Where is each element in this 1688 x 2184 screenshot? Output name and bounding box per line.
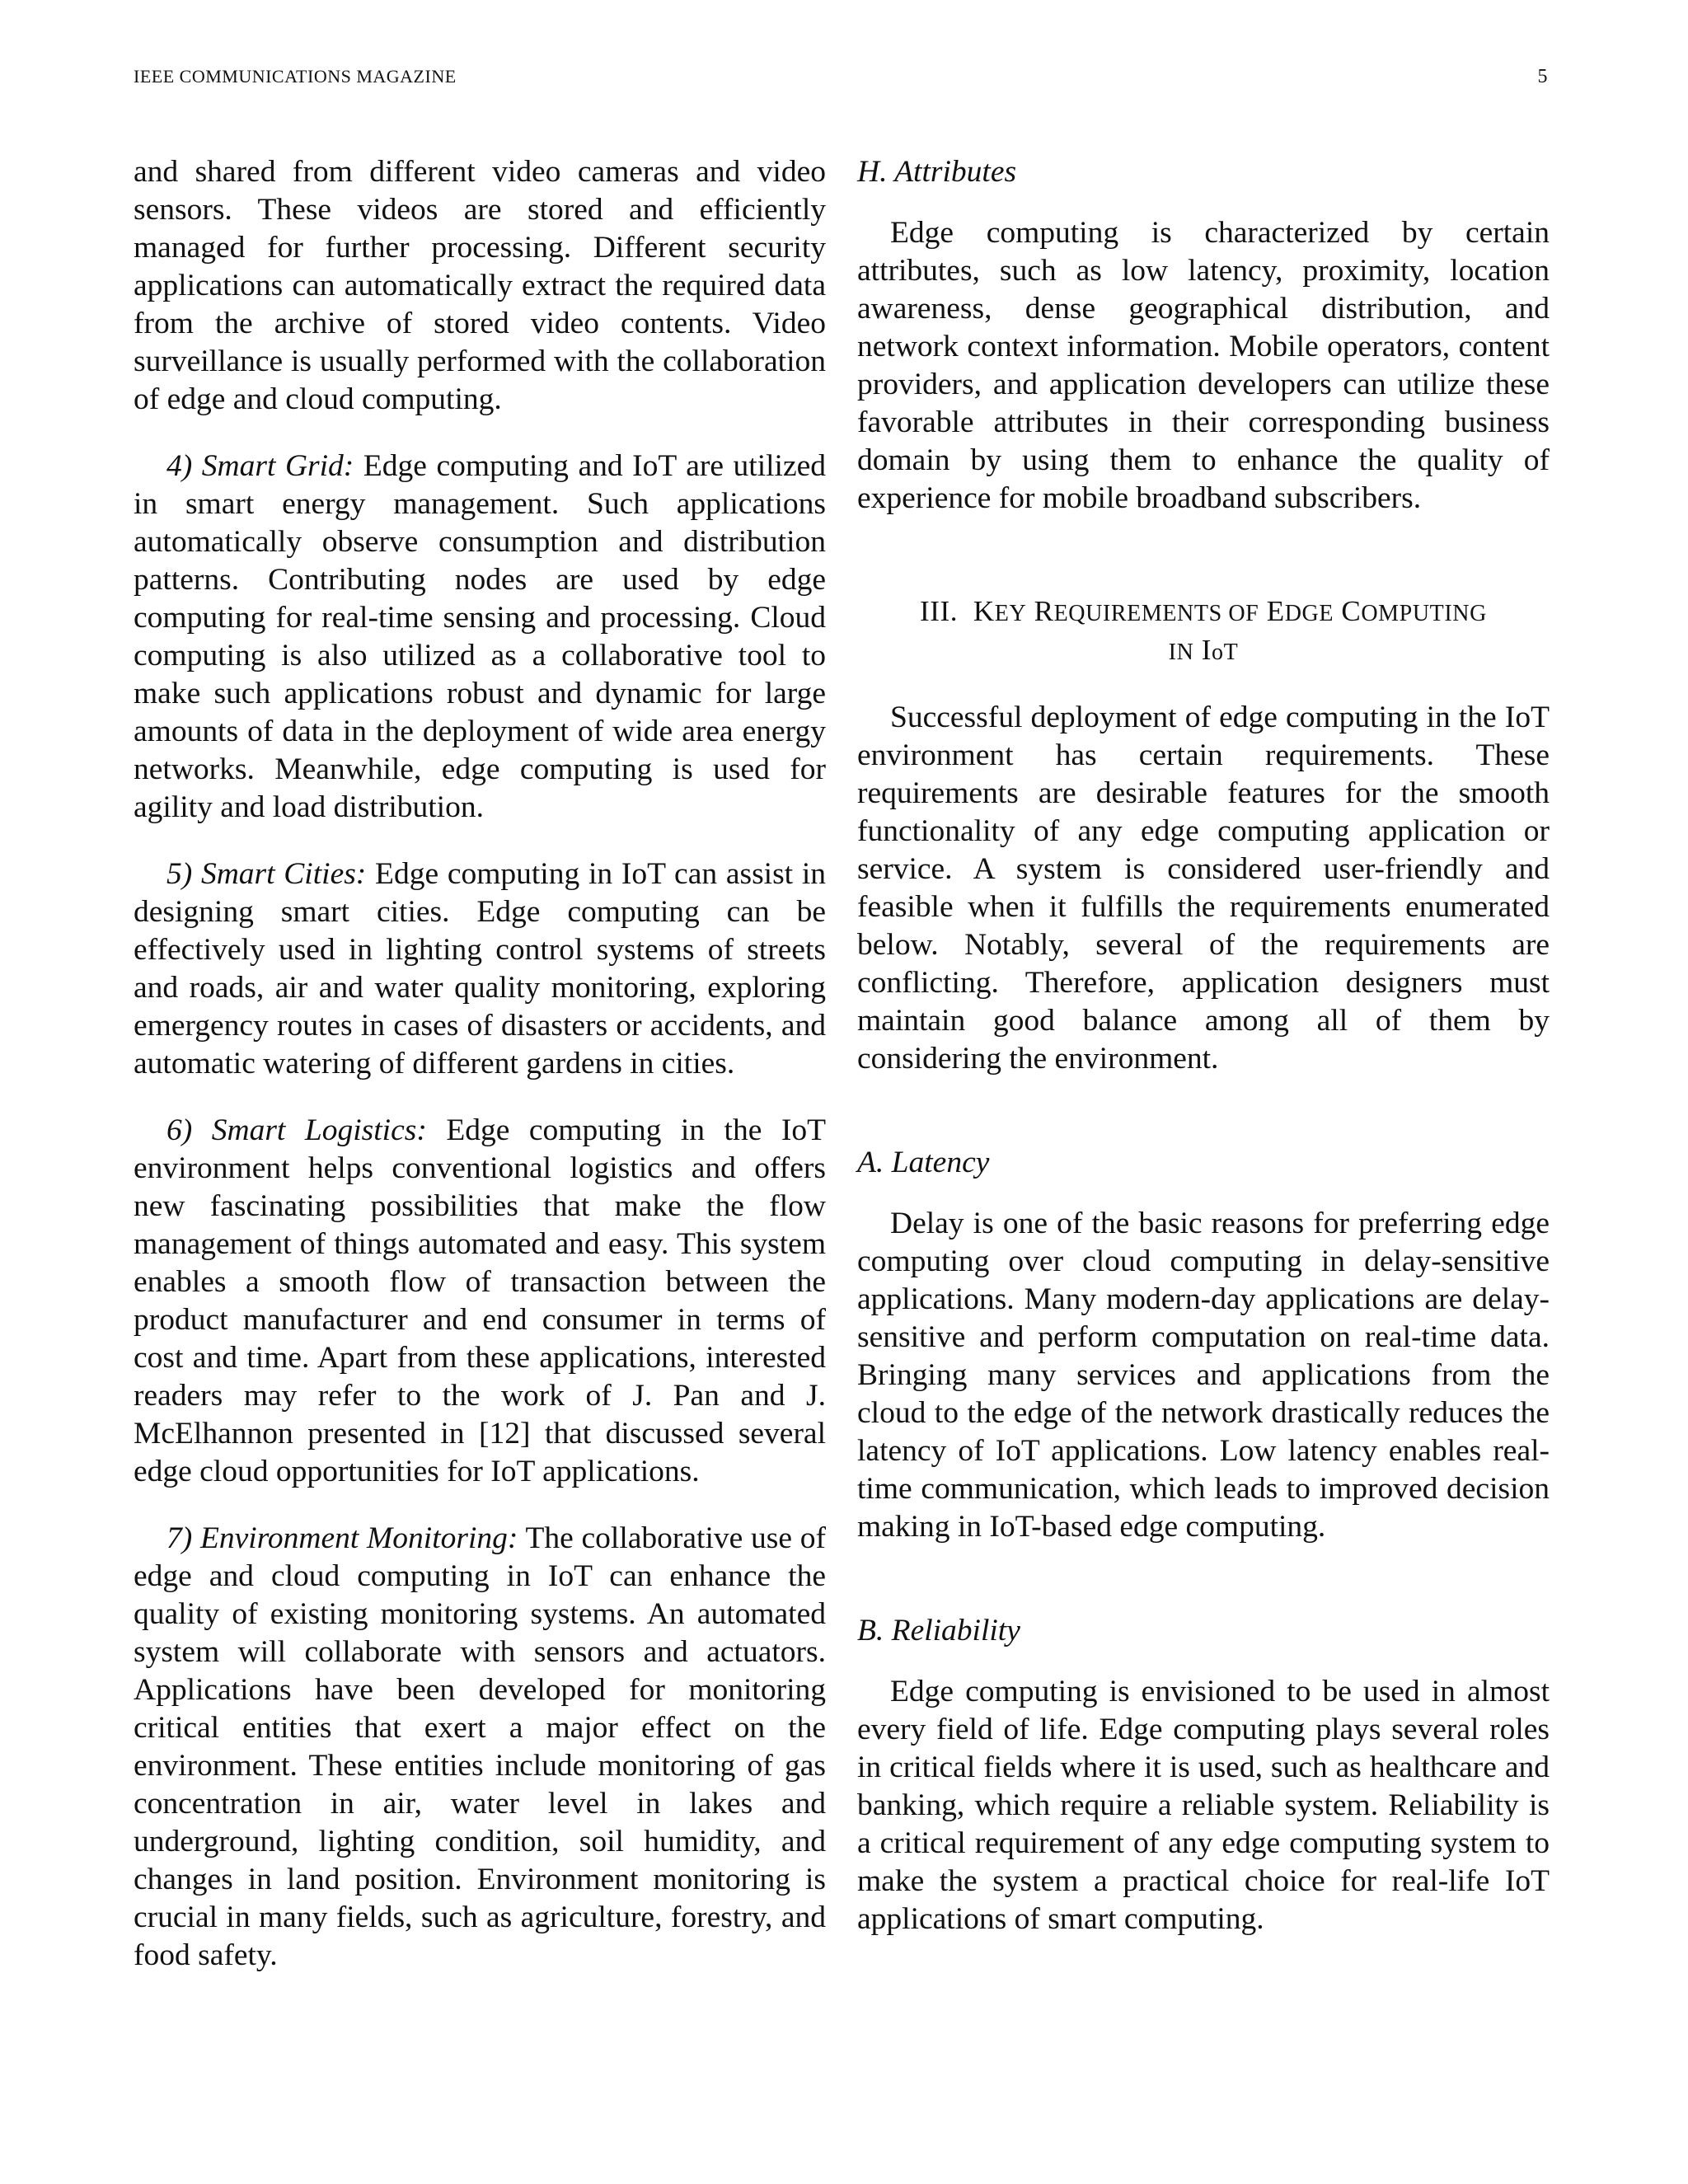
journal-name: IEEE COMMUNICATIONS MAGAZINE <box>134 66 457 87</box>
smart-grid-body: Edge computing and IoT are utilized in smart energy management. Such applications automatically observe consumption and distribution patterns. Contributing nodes are used by edge computing for real-time sensing and processing. Cloud computing is also utilized as a collaborative tool to make such applications robust and dynamic for large amounts of data in the deployment of wide area energy networks. Meanwhile, edge computing is used for agility and load distribution. <box>134 449 826 824</box>
subsection-heading-attributes: H. Attributes <box>857 155 1017 189</box>
paragraph-requirements-intro: Successful deployment of edge computing in the IoT environment has certain requirements. These requirements are desirable features for the smooth functionality of any edge computing application or service. A system is considered user-friendly and feasible when it fulfills the requirements enumerated below. Notably, several of the requirements are conflicting. Therefore, application designers must maintain good balance among all of them by considering the environment. <box>857 701 1550 1076</box>
section-number: III. <box>920 595 959 627</box>
section-title: III. KEY REQUIREMENTS OF EDGE COMPUTING IN IoT <box>920 595 1487 666</box>
paragraph-attributes: Edge computing is characterized by certain attributes, such as low latency, proximity, location awareness, dense geographical distribution, and network context information. Mobile operators, content providers, and application developers can utilize these favorable attributes in their corresponding business domain by using them to enhance the quality of experience for mobile broadband subscribers. <box>857 216 1550 515</box>
smart-grid-title: 4) Smart Grid: <box>166 449 354 483</box>
paragraph-smart-logistics <box>134 1112 826 1491</box>
paragraph-video-surveillance-cont: and shared from different video cameras and video sensors. These videos are stored and efficiently managed for further processing. Different security applications can automatically extract the required data from the archive of stored video contents. Video surveillance is usually performed with the collaboration of edge and cloud computing. <box>134 155 826 416</box>
smart-logistics-body: Edge computing in the IoT environment helps conventional logistics and offers new fascinating possibilities that make the flow management of things automated and easy. This system enables a smooth flow of transaction between the product manufacturer and end consumer in terms of cost and time. Apart from these applications, interested readers may refer to the work of J. Pan and J. McElhannon presented in [12] that discussed several edge cloud opportunities for IoT applications. <box>134 1113 827 1488</box>
environment-monitoring-body: The collaborative use of edge and cloud computing in IoT can enhance the quality of existing monitoring systems. An automated system will collaborate with sensors and actuators. Applications have been developed for monitoring critical entities that exert a major effect on the environment. These entities include monitoring of gas concentration in air, water level in lakes and underground, lighting condition, soil humidity, and changes in land position. Environment monitoring is crucial in many fields, such as agriculture, forestry, and food safety. <box>134 1521 826 1972</box>
left-column <box>134 153 826 1975</box>
subsection-heading-reliability: B. Reliability <box>857 1614 1020 1647</box>
page-number: 5 <box>1537 66 1548 87</box>
smart-cities-body: Edge computing in IoT can assist in designing smart cities. Edge computing can be effectively used in lighting control systems of streets and roads, air and water quality monitoring, exploring emergency routes in cases of disasters or accidents, and automatic watering of different gardens in cities. <box>134 857 826 1080</box>
environment-monitoring-title: 7) Environment Monitoring: <box>166 1521 518 1555</box>
smart-logistics-title: 6) Smart Logistics: <box>166 1113 427 1147</box>
running-header <box>134 66 1548 99</box>
paragraph-reliability: Edge computing is envisioned to be used in almost every field of life. Edge computing plays several roles in critical fields where it is used, such as healthcare and banking, which require a reliable system. Reliability is a critical requirement of any edge computing system to make the system a practical choice for real-life IoT applications of smart computing. <box>857 1675 1550 1936</box>
paragraph-environment-monitoring <box>134 1520 826 1975</box>
smart-cities-title: 5) Smart Cities: <box>166 857 367 891</box>
right-column <box>857 153 1550 1938</box>
subsection-heading-latency: A. Latency <box>857 1146 990 1179</box>
paragraph-latency: Delay is one of the basic reasons for preferring edge computing over cloud computing in delay-sensitive applications. Many modern-day applications are delay-sensitive and perform computation on real-time data. Bringing many services and applications from the cloud to the edge of the network drastically reduces the latency of IoT applications. Low latency enables real-time communication, which leads to improved decision making in IoT-based edge computing. <box>857 1207 1550 1544</box>
paragraph-smart-grid <box>134 448 826 827</box>
paragraph-smart-cities <box>134 855 826 1083</box>
